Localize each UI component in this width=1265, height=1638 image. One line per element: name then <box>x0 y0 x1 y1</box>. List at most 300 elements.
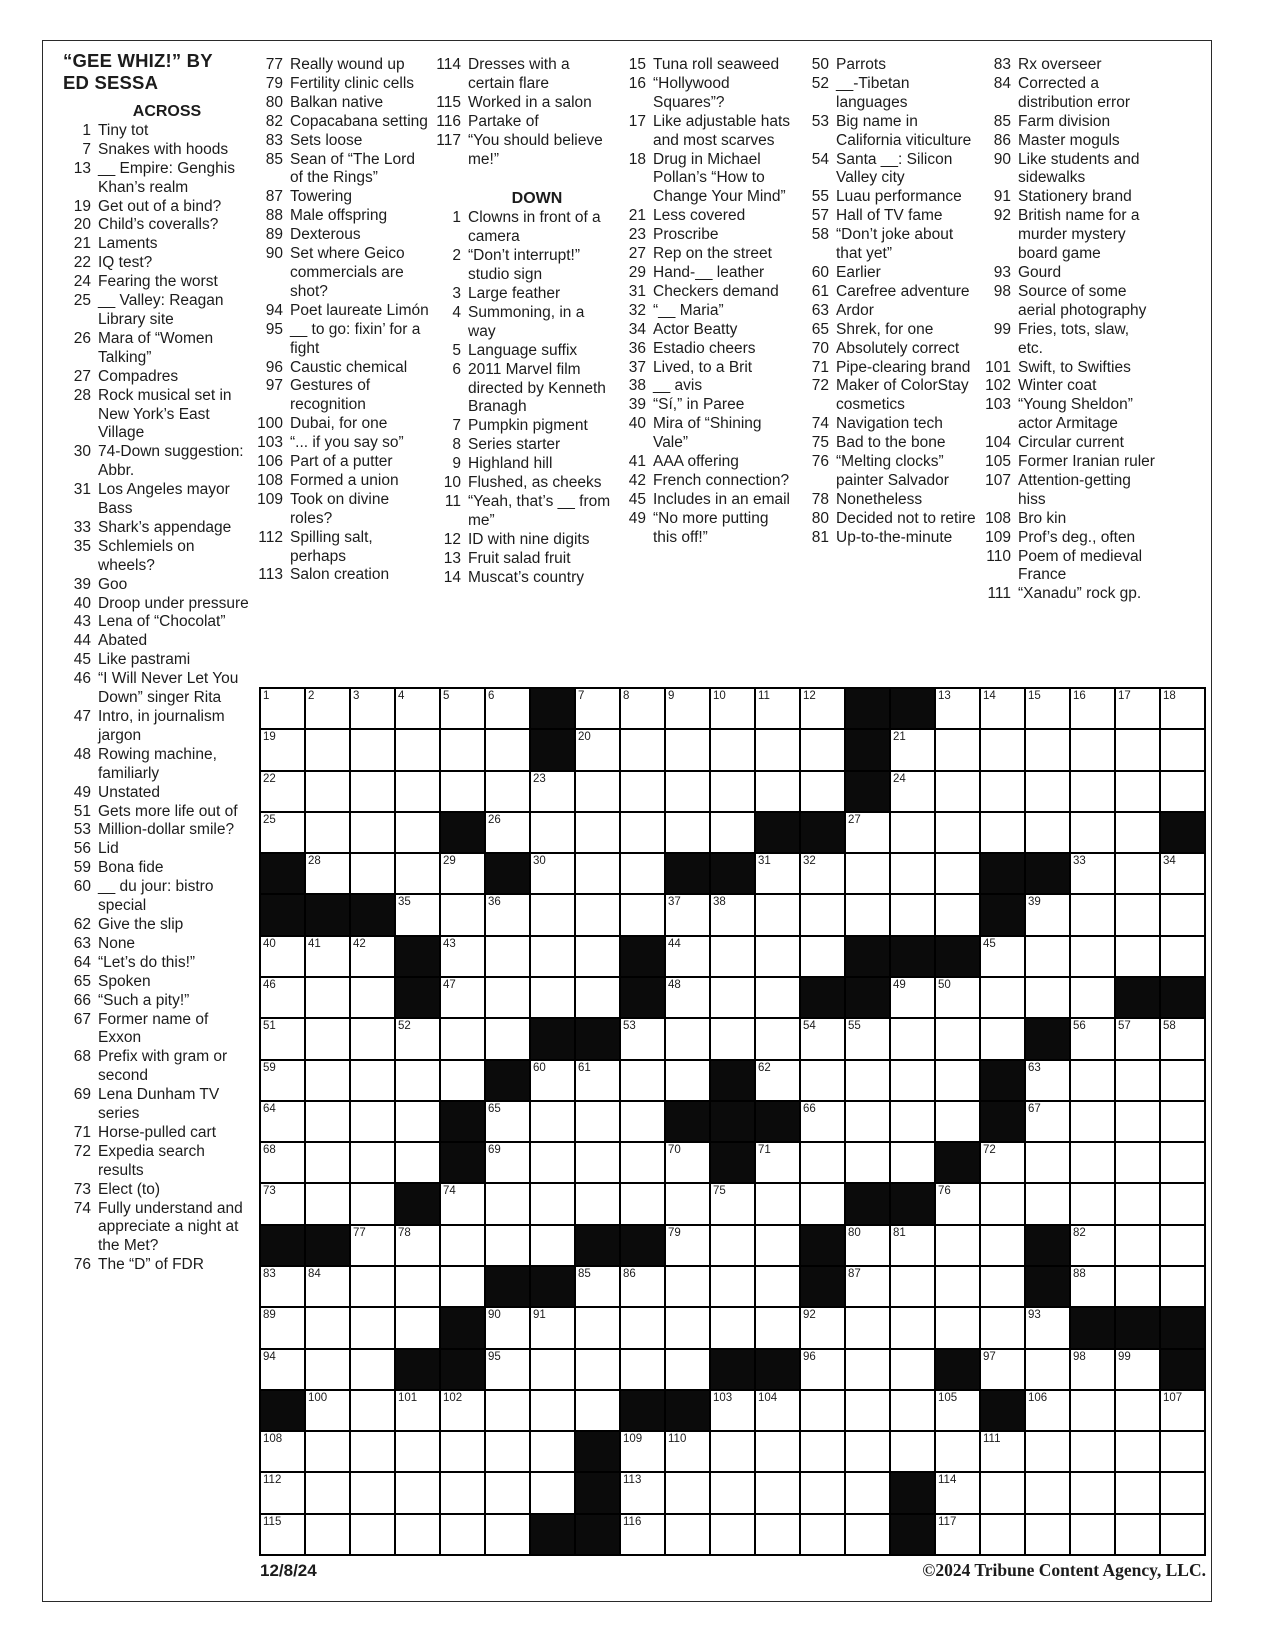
grid-cell-r12c21[interactable] <box>1161 1143 1204 1182</box>
grid-cell-r3c21[interactable] <box>1161 772 1204 811</box>
grid-cell-r6c8[interactable] <box>576 895 619 934</box>
grid-cell-r13c11[interactable] <box>711 1184 754 1223</box>
grid-cell-r3c2[interactable] <box>306 772 349 811</box>
clue-down-80[interactable] <box>796 510 977 529</box>
grid-cell-r20c1[interactable] <box>261 1473 304 1512</box>
clue-across-106[interactable] <box>250 453 430 472</box>
grid-cell-r16c18[interactable] <box>1026 1308 1069 1347</box>
grid-cell-r13c2[interactable] <box>306 1184 349 1223</box>
grid-cell-r10c9[interactable] <box>621 1061 664 1100</box>
grid-cell-r2c16[interactable] <box>936 730 979 769</box>
grid-cell-r21c3[interactable] <box>351 1515 394 1554</box>
grid-cell-r2c19[interactable] <box>1071 730 1114 769</box>
grid-cell-r20c2[interactable] <box>306 1473 349 1512</box>
grid-cell-r17c18[interactable] <box>1026 1350 1069 1389</box>
grid-cell-r9c5[interactable] <box>441 1019 484 1058</box>
clue-down-16[interactable] <box>613 75 794 113</box>
grid-cell-r11c20[interactable] <box>1116 1102 1159 1141</box>
clue-across-89[interactable] <box>250 226 430 245</box>
grid-cell-r4c20[interactable] <box>1116 813 1159 852</box>
clue-down-52[interactable] <box>796 75 977 113</box>
grid-cell-r21c17[interactable] <box>981 1515 1024 1554</box>
clue-down-75[interactable] <box>796 434 977 453</box>
grid-cell-r20c5[interactable] <box>441 1473 484 1512</box>
clue-across-109[interactable] <box>250 491 430 529</box>
clue-across-7[interactable] <box>58 141 250 160</box>
clue-across-30[interactable] <box>58 443 250 481</box>
grid-cell-r21c12[interactable] <box>756 1515 799 1554</box>
grid-cell-r4c17[interactable] <box>981 813 1024 852</box>
grid-cell-r2c15[interactable] <box>891 730 934 769</box>
clue-down-29[interactable] <box>613 264 794 283</box>
clue-across-24[interactable] <box>58 273 250 292</box>
grid-cell-r2c11[interactable] <box>711 730 754 769</box>
grid-cell-r16c1[interactable] <box>261 1308 304 1347</box>
clue-down-7[interactable] <box>428 417 612 436</box>
grid-cell-r10c19[interactable] <box>1071 1061 1114 1100</box>
grid-cell-r18c6[interactable] <box>486 1391 529 1430</box>
grid-cell-r3c1[interactable] <box>261 772 304 811</box>
grid-cell-r8c18[interactable] <box>1026 978 1069 1017</box>
grid-cell-r9c16[interactable] <box>936 1019 979 1058</box>
clue-across-113[interactable] <box>250 566 430 585</box>
grid-cell-r8c7[interactable] <box>531 978 574 1017</box>
grid-cell-r12c15[interactable] <box>891 1143 934 1182</box>
grid-cell-r14c12[interactable] <box>756 1226 799 1265</box>
grid-cell-r18c16[interactable] <box>936 1391 979 1430</box>
grid-cell-r19c11[interactable] <box>711 1432 754 1471</box>
grid-cell-r17c6[interactable] <box>486 1350 529 1389</box>
grid-cell-r15c14[interactable] <box>846 1267 889 1306</box>
grid-cell-r9c4[interactable] <box>396 1019 439 1058</box>
grid-cell-r19c20[interactable] <box>1116 1432 1159 1471</box>
grid-cell-r17c17[interactable] <box>981 1350 1024 1389</box>
grid-cell-r2c4[interactable] <box>396 730 439 769</box>
clue-down-5[interactable] <box>428 342 612 361</box>
grid-cell-r1c21[interactable] <box>1161 689 1204 728</box>
grid-cell-r2c21[interactable] <box>1161 730 1204 769</box>
clue-across-94[interactable] <box>250 302 430 321</box>
grid-cell-r20c19[interactable] <box>1071 1473 1114 1512</box>
grid-cell-r16c7[interactable] <box>531 1308 574 1347</box>
grid-cell-r16c2[interactable] <box>306 1308 349 1347</box>
grid-cell-r8c10[interactable] <box>666 978 709 1017</box>
clue-across-72[interactable] <box>58 1143 250 1181</box>
grid-cell-r6c6[interactable] <box>486 895 529 934</box>
grid-cell-r19c6[interactable] <box>486 1432 529 1471</box>
grid-cell-r8c12[interactable] <box>756 978 799 1017</box>
grid-cell-r4c4[interactable] <box>396 813 439 852</box>
grid-cell-r14c16[interactable] <box>936 1226 979 1265</box>
grid-cell-r19c18[interactable] <box>1026 1432 1069 1471</box>
grid-cell-r11c18[interactable] <box>1026 1102 1069 1141</box>
clue-down-45[interactable] <box>613 491 794 510</box>
grid-cell-r21c14[interactable] <box>846 1515 889 1554</box>
grid-cell-r18c19[interactable] <box>1071 1391 1114 1430</box>
grid-cell-r10c5[interactable] <box>441 1061 484 1100</box>
clue-across-1[interactable] <box>58 122 250 141</box>
grid-cell-r1c11[interactable] <box>711 689 754 728</box>
grid-cell-r1c18[interactable] <box>1026 689 1069 728</box>
grid-cell-r1c6[interactable] <box>486 689 529 728</box>
grid-cell-r19c7[interactable] <box>531 1432 574 1471</box>
grid-cell-r1c5[interactable] <box>441 689 484 728</box>
grid-cell-r2c17[interactable] <box>981 730 1024 769</box>
crossword-grid[interactable] <box>259 687 1206 1556</box>
grid-cell-r5c2[interactable] <box>306 854 349 893</box>
grid-cell-r18c21[interactable] <box>1161 1391 1204 1430</box>
grid-cell-r6c20[interactable] <box>1116 895 1159 934</box>
clue-across-103[interactable] <box>250 434 430 453</box>
grid-cell-r9c21[interactable] <box>1161 1019 1204 1058</box>
grid-cell-r18c12[interactable] <box>756 1391 799 1430</box>
grid-cell-r13c10[interactable] <box>666 1184 709 1223</box>
grid-cell-r13c19[interactable] <box>1071 1184 1114 1223</box>
grid-cell-r20c7[interactable] <box>531 1473 574 1512</box>
grid-cell-r16c3[interactable] <box>351 1308 394 1347</box>
grid-cell-r6c21[interactable] <box>1161 895 1204 934</box>
grid-cell-r19c17[interactable] <box>981 1432 1024 1471</box>
grid-cell-r2c13[interactable] <box>801 730 844 769</box>
grid-cell-r21c19[interactable] <box>1071 1515 1114 1554</box>
grid-cell-r15c19[interactable] <box>1071 1267 1114 1306</box>
grid-cell-r21c18[interactable] <box>1026 1515 1069 1554</box>
grid-cell-r9c12[interactable] <box>756 1019 799 1058</box>
grid-cell-r4c11[interactable] <box>711 813 754 852</box>
grid-cell-r5c12[interactable] <box>756 854 799 893</box>
clue-across-116[interactable] <box>428 113 612 132</box>
grid-cell-r18c7[interactable] <box>531 1391 574 1430</box>
grid-cell-r15c9[interactable] <box>621 1267 664 1306</box>
grid-cell-r18c11[interactable] <box>711 1391 754 1430</box>
grid-cell-r19c4[interactable] <box>396 1432 439 1471</box>
grid-cell-r10c8[interactable] <box>576 1061 619 1100</box>
grid-cell-r9c9[interactable] <box>621 1019 664 1058</box>
grid-cell-r9c15[interactable] <box>891 1019 934 1058</box>
clue-down-21[interactable] <box>613 207 794 226</box>
grid-cell-r4c15[interactable] <box>891 813 934 852</box>
grid-cell-r6c19[interactable] <box>1071 895 1114 934</box>
grid-cell-r7c5[interactable] <box>441 937 484 976</box>
clue-across-114[interactable] <box>428 56 612 94</box>
grid-cell-r13c9[interactable] <box>621 1184 664 1223</box>
clue-down-58[interactable] <box>796 226 977 264</box>
grid-cell-r6c5[interactable] <box>441 895 484 934</box>
clue-down-63[interactable] <box>796 302 977 321</box>
grid-cell-r16c9[interactable] <box>621 1308 664 1347</box>
grid-cell-r19c1[interactable] <box>261 1432 304 1471</box>
grid-cell-r4c7[interactable] <box>531 813 574 852</box>
grid-cell-r5c3[interactable] <box>351 854 394 893</box>
grid-cell-r13c20[interactable] <box>1116 1184 1159 1223</box>
grid-cell-r2c6[interactable] <box>486 730 529 769</box>
grid-cell-r12c6[interactable] <box>486 1143 529 1182</box>
grid-cell-r12c10[interactable] <box>666 1143 709 1182</box>
grid-cell-r4c9[interactable] <box>621 813 664 852</box>
grid-cell-r6c7[interactable] <box>531 895 574 934</box>
grid-cell-r1c20[interactable] <box>1116 689 1159 728</box>
clue-down-3[interactable] <box>428 285 612 304</box>
grid-cell-r15c1[interactable] <box>261 1267 304 1306</box>
clue-across-82[interactable] <box>250 113 430 132</box>
grid-cell-r5c19[interactable] <box>1071 854 1114 893</box>
grid-cell-r20c3[interactable] <box>351 1473 394 1512</box>
grid-cell-r16c13[interactable] <box>801 1308 844 1347</box>
grid-cell-r4c8[interactable] <box>576 813 619 852</box>
clue-across-76[interactable] <box>58 1256 250 1275</box>
grid-cell-r14c19[interactable] <box>1071 1226 1114 1265</box>
grid-cell-r12c13[interactable] <box>801 1143 844 1182</box>
grid-cell-r15c2[interactable] <box>306 1267 349 1306</box>
grid-cell-r17c8[interactable] <box>576 1350 619 1389</box>
grid-cell-r1c9[interactable] <box>621 689 664 728</box>
grid-cell-r13c12[interactable] <box>756 1184 799 1223</box>
grid-cell-r7c13[interactable] <box>801 937 844 976</box>
grid-cell-r14c17[interactable] <box>981 1226 1024 1265</box>
grid-cell-r21c21[interactable] <box>1161 1515 1204 1554</box>
grid-cell-r13c13[interactable] <box>801 1184 844 1223</box>
grid-cell-r6c16[interactable] <box>936 895 979 934</box>
grid-cell-r12c7[interactable] <box>531 1143 574 1182</box>
grid-cell-r15c20[interactable] <box>1116 1267 1159 1306</box>
grid-cell-r15c3[interactable] <box>351 1267 394 1306</box>
grid-cell-r14c20[interactable] <box>1116 1226 1159 1265</box>
clue-down-15[interactable] <box>613 56 794 75</box>
clue-down-34[interactable] <box>613 321 794 340</box>
grid-cell-r16c4[interactable] <box>396 1308 439 1347</box>
grid-cell-r3c18[interactable] <box>1026 772 1069 811</box>
grid-cell-r5c21[interactable] <box>1161 854 1204 893</box>
grid-cell-r7c18[interactable] <box>1026 937 1069 976</box>
grid-cell-r9c17[interactable] <box>981 1019 1024 1058</box>
grid-cell-r13c7[interactable] <box>531 1184 574 1223</box>
grid-cell-r13c1[interactable] <box>261 1184 304 1223</box>
grid-cell-r10c3[interactable] <box>351 1061 394 1100</box>
grid-cell-r4c3[interactable] <box>351 813 394 852</box>
grid-cell-r10c18[interactable] <box>1026 1061 1069 1100</box>
grid-cell-r20c12[interactable] <box>756 1473 799 1512</box>
clue-down-38[interactable] <box>613 377 794 396</box>
clue-down-9[interactable] <box>428 455 612 474</box>
grid-cell-r9c19[interactable] <box>1071 1019 1114 1058</box>
grid-cell-r21c16[interactable] <box>936 1515 979 1554</box>
grid-cell-r20c10[interactable] <box>666 1473 709 1512</box>
grid-cell-r3c7[interactable] <box>531 772 574 811</box>
grid-cell-r20c11[interactable] <box>711 1473 754 1512</box>
grid-cell-r20c21[interactable] <box>1161 1473 1204 1512</box>
grid-cell-r4c14[interactable] <box>846 813 889 852</box>
grid-cell-r17c14[interactable] <box>846 1350 889 1389</box>
clue-down-57[interactable] <box>796 207 977 226</box>
grid-cell-r20c20[interactable] <box>1116 1473 1159 1512</box>
grid-cell-r18c15[interactable] <box>891 1391 934 1430</box>
grid-cell-r13c21[interactable] <box>1161 1184 1204 1223</box>
clue-down-11[interactable] <box>428 493 612 531</box>
clue-across-90[interactable] <box>250 245 430 302</box>
clue-down-105[interactable] <box>978 453 1158 472</box>
grid-cell-r13c17[interactable] <box>981 1184 1024 1223</box>
grid-cell-r9c14[interactable] <box>846 1019 889 1058</box>
grid-cell-r11c7[interactable] <box>531 1102 574 1141</box>
grid-cell-r10c20[interactable] <box>1116 1061 1159 1100</box>
grid-cell-r12c3[interactable] <box>351 1143 394 1182</box>
grid-cell-r18c13[interactable] <box>801 1391 844 1430</box>
grid-cell-r17c13[interactable] <box>801 1350 844 1389</box>
clue-down-54[interactable] <box>796 151 977 189</box>
grid-cell-r9c11[interactable] <box>711 1019 754 1058</box>
clue-across-27[interactable] <box>58 368 250 387</box>
grid-cell-r15c12[interactable] <box>756 1267 799 1306</box>
grid-cell-r17c20[interactable] <box>1116 1350 1159 1389</box>
grid-cell-r7c8[interactable] <box>576 937 619 976</box>
clue-down-39[interactable] <box>613 396 794 415</box>
grid-cell-r20c9[interactable] <box>621 1473 664 1512</box>
grid-cell-r19c2[interactable] <box>306 1432 349 1471</box>
clue-down-98[interactable] <box>978 283 1158 321</box>
grid-cell-r8c3[interactable] <box>351 978 394 1017</box>
clue-down-107[interactable] <box>978 472 1158 510</box>
grid-cell-r7c21[interactable] <box>1161 937 1204 976</box>
clue-across-45[interactable] <box>58 651 250 670</box>
grid-cell-r14c10[interactable] <box>666 1226 709 1265</box>
grid-cell-r10c1[interactable] <box>261 1061 304 1100</box>
clue-across-112[interactable] <box>250 529 430 567</box>
grid-cell-r17c15[interactable] <box>891 1350 934 1389</box>
clue-down-61[interactable] <box>796 283 977 302</box>
grid-cell-r18c3[interactable] <box>351 1391 394 1430</box>
clue-across-60[interactable] <box>58 878 250 916</box>
grid-cell-r10c21[interactable] <box>1161 1061 1204 1100</box>
clue-across-22[interactable] <box>58 254 250 273</box>
grid-cell-r1c1[interactable] <box>261 689 304 728</box>
grid-cell-r17c7[interactable] <box>531 1350 574 1389</box>
grid-cell-r12c4[interactable] <box>396 1143 439 1182</box>
grid-cell-r5c20[interactable] <box>1116 854 1159 893</box>
grid-cell-r7c6[interactable] <box>486 937 529 976</box>
clue-across-77[interactable] <box>250 56 430 75</box>
grid-cell-r3c19[interactable] <box>1071 772 1114 811</box>
grid-cell-r2c2[interactable] <box>306 730 349 769</box>
clue-down-71[interactable] <box>796 359 977 378</box>
grid-cell-r15c11[interactable] <box>711 1267 754 1306</box>
clue-down-10[interactable] <box>428 474 612 493</box>
clue-down-108[interactable] <box>978 510 1158 529</box>
grid-cell-r6c14[interactable] <box>846 895 889 934</box>
grid-cell-r6c10[interactable] <box>666 895 709 934</box>
clue-down-78[interactable] <box>796 491 977 510</box>
grid-cell-r15c10[interactable] <box>666 1267 709 1306</box>
grid-cell-r16c12[interactable] <box>756 1308 799 1347</box>
grid-cell-r17c1[interactable] <box>261 1350 304 1389</box>
grid-cell-r13c3[interactable] <box>351 1184 394 1223</box>
clue-across-35[interactable] <box>58 538 250 576</box>
grid-cell-r18c14[interactable] <box>846 1391 889 1430</box>
clue-across-95[interactable] <box>250 321 430 359</box>
grid-cell-r7c12[interactable] <box>756 937 799 976</box>
clue-down-13[interactable] <box>428 550 612 569</box>
grid-cell-r1c10[interactable] <box>666 689 709 728</box>
grid-cell-r19c21[interactable] <box>1161 1432 1204 1471</box>
grid-cell-r5c8[interactable] <box>576 854 619 893</box>
grid-cell-r16c6[interactable] <box>486 1308 529 1347</box>
grid-cell-r16c11[interactable] <box>711 1308 754 1347</box>
clue-down-85[interactable] <box>978 113 1158 132</box>
clue-across-100[interactable] <box>250 415 430 434</box>
clue-across-28[interactable] <box>58 387 250 444</box>
grid-cell-r1c2[interactable] <box>306 689 349 728</box>
grid-cell-r14c14[interactable] <box>846 1226 889 1265</box>
clue-across-65[interactable] <box>58 973 250 992</box>
clue-across-69[interactable] <box>58 1086 250 1124</box>
grid-cell-r8c15[interactable] <box>891 978 934 1017</box>
grid-cell-r15c16[interactable] <box>936 1267 979 1306</box>
grid-cell-r10c16[interactable] <box>936 1061 979 1100</box>
grid-cell-r21c13[interactable] <box>801 1515 844 1554</box>
grid-cell-r5c13[interactable] <box>801 854 844 893</box>
grid-cell-r21c11[interactable] <box>711 1515 754 1554</box>
grid-cell-r11c2[interactable] <box>306 1102 349 1141</box>
grid-cell-r7c11[interactable] <box>711 937 754 976</box>
clue-across-53[interactable] <box>58 821 250 840</box>
clue-across-49[interactable] <box>58 784 250 803</box>
clue-down-101[interactable] <box>978 359 1158 378</box>
clue-across-47[interactable] <box>58 708 250 746</box>
clue-down-92[interactable] <box>978 207 1158 264</box>
grid-cell-r12c12[interactable] <box>756 1143 799 1182</box>
grid-cell-r5c15[interactable] <box>891 854 934 893</box>
grid-cell-r3c3[interactable] <box>351 772 394 811</box>
grid-cell-r2c18[interactable] <box>1026 730 1069 769</box>
grid-cell-r7c3[interactable] <box>351 937 394 976</box>
grid-cell-r14c4[interactable] <box>396 1226 439 1265</box>
grid-cell-r4c6[interactable] <box>486 813 529 852</box>
grid-cell-r3c5[interactable] <box>441 772 484 811</box>
grid-cell-r11c9[interactable] <box>621 1102 664 1141</box>
grid-cell-r11c21[interactable] <box>1161 1102 1204 1141</box>
grid-cell-r11c14[interactable] <box>846 1102 889 1141</box>
grid-cell-r2c12[interactable] <box>756 730 799 769</box>
grid-cell-r8c1[interactable] <box>261 978 304 1017</box>
grid-cell-r5c14[interactable] <box>846 854 889 893</box>
clue-across-51[interactable] <box>58 803 250 822</box>
clue-down-2[interactable] <box>428 247 612 285</box>
grid-cell-r3c8[interactable] <box>576 772 619 811</box>
grid-cell-r21c20[interactable] <box>1116 1515 1159 1554</box>
grid-cell-r17c2[interactable] <box>306 1350 349 1389</box>
grid-cell-r13c8[interactable] <box>576 1184 619 1223</box>
grid-cell-r11c13[interactable] <box>801 1102 844 1141</box>
grid-cell-r11c6[interactable] <box>486 1102 529 1141</box>
clue-down-84[interactable] <box>978 75 1158 113</box>
grid-cell-r7c10[interactable] <box>666 937 709 976</box>
grid-cell-r18c5[interactable] <box>441 1391 484 1430</box>
grid-cell-r8c8[interactable] <box>576 978 619 1017</box>
grid-cell-r3c12[interactable] <box>756 772 799 811</box>
grid-cell-r12c8[interactable] <box>576 1143 619 1182</box>
clue-down-32[interactable] <box>613 302 794 321</box>
grid-cell-r20c16[interactable] <box>936 1473 979 1512</box>
grid-cell-r8c17[interactable] <box>981 978 1024 1017</box>
grid-cell-r11c8[interactable] <box>576 1102 619 1141</box>
grid-cell-r12c1[interactable] <box>261 1143 304 1182</box>
grid-cell-r2c8[interactable] <box>576 730 619 769</box>
grid-cell-r15c4[interactable] <box>396 1267 439 1306</box>
grid-cell-r11c19[interactable] <box>1071 1102 1114 1141</box>
grid-cell-r13c18[interactable] <box>1026 1184 1069 1223</box>
grid-cell-r3c10[interactable] <box>666 772 709 811</box>
grid-cell-r8c5[interactable] <box>441 978 484 1017</box>
grid-cell-r4c19[interactable] <box>1071 813 1114 852</box>
